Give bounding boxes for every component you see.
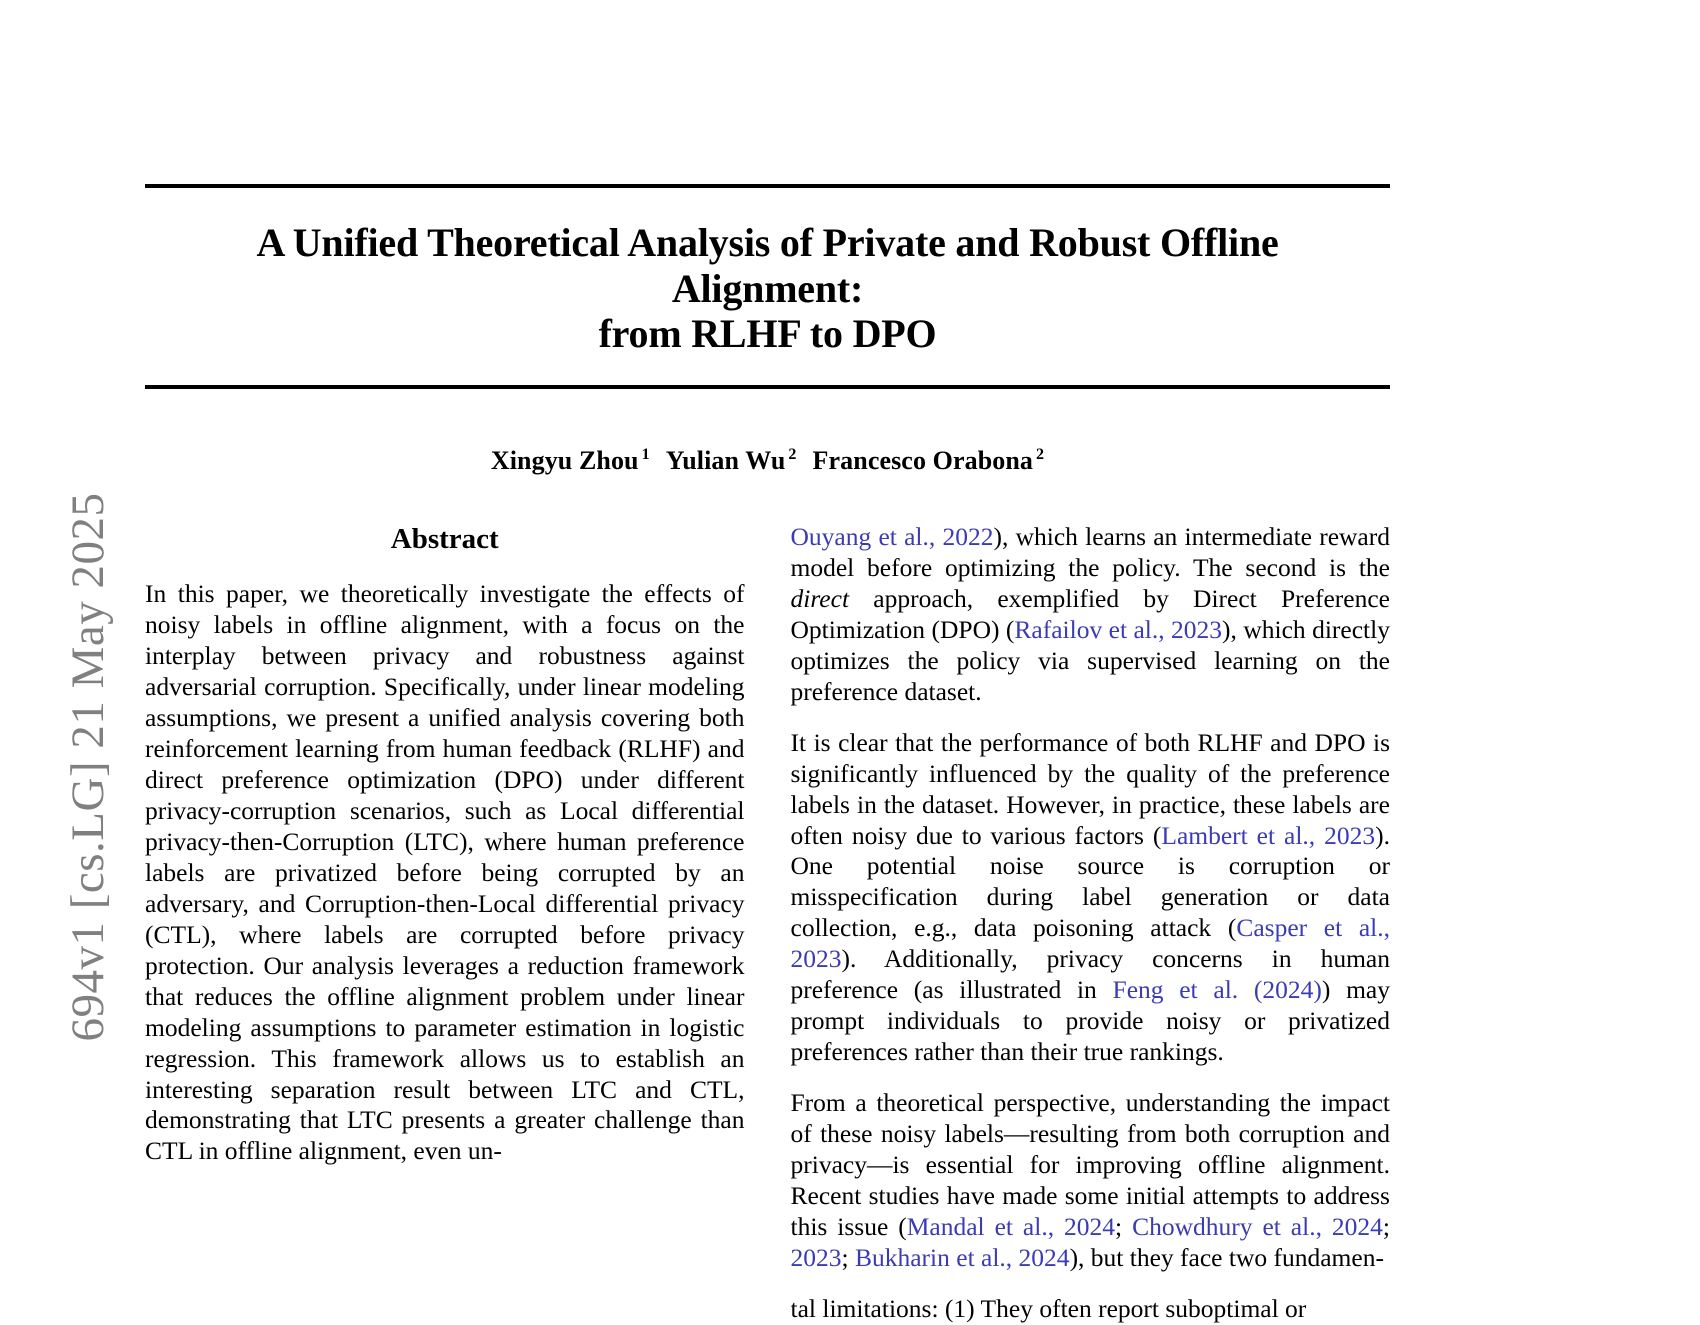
- body-columns: [145, 522, 1390, 1325]
- right-p3-sep-1: ;: [1115, 1212, 1133, 1242]
- title-line-1: A Unified Theoretical Analysis of Private and Robust Offline Alignment:: [256, 220, 1279, 311]
- abstract-heading: Abstract: [390, 522, 499, 555]
- citation-bukharin-2024[interactable]: Bukharin et al., 2024: [854, 1243, 1070, 1273]
- right-paragraph-4-clipped: tal limitations: (1) They often report suboptimal or: [790, 1294, 1307, 1324]
- author-3: [813, 446, 1045, 475]
- right-p1-italic-direct: direct: [790, 583, 850, 613]
- right-paragraph-1: [791, 522, 1391, 708]
- author-3-affiliation: 2: [1036, 446, 1045, 464]
- right-p2-text-4: ) may prompt individuals to provide noisy or privatized preferences rather than their true rankings.: [790, 975, 1390, 1067]
- right-p2-text-1: It is clear that the performance of both RLHF and DPO is significantly influenced by the quality of the preference labels in the dataset. However, in practice, these labels are often noisy due to various factors (: [790, 727, 1390, 850]
- right-p2-text-2: ). One potential noise source is corruption or misspecification during label generation or data collection, e.g., data poisoning attack (: [790, 820, 1390, 943]
- right-paragraph-2: [791, 728, 1391, 1069]
- author-list: [145, 446, 1390, 476]
- column-left: [145, 522, 745, 1325]
- right-p1-text-3: ), which directly optimizes the policy via supervised learning on the preference dataset.: [790, 614, 1390, 706]
- right-p1-text-1: ), which learns an intermediate reward model before optimizing the policy. The second is the: [790, 521, 1390, 582]
- citation-ouyang-2022[interactable]: Ouyang et al., 2022: [790, 521, 994, 551]
- abstract-body: In this paper, we theoretically investigate the effects of noisy labels in offline alignment, with a focus on the interplay between privacy and robustness against adversarial corruption. Specifically, under linear modeling assumptions, we present a unified analysis covering both reinforcement learning from human feedback (RLHF) and direct preference optimization (DPO) under different privacy-corruption scenarios, such as Local differential privacy-then-Corruption (LTC), where human preference labels are privatized before being corrupted by an adversary, and Corruption-then-Local differential privacy (CTL), where labels are corrupted before privacy protection. Our analysis leverages a reduction framework that reduces the offline alignment problem under linear modeling assumptions to parameter estimation in logistic regression. This framework allows us to establish an interesting separation result between LTC and CTL, demonstrating that LTC presents a greater challenge than CTL in offline alignment, even un-: [145, 579, 745, 1166]
- citation-chowdhury-2024[interactable]: Chowdhury et al., 2024: [1132, 1212, 1383, 1242]
- author-2-affiliation: 2: [788, 446, 797, 464]
- author-1: [491, 446, 650, 475]
- author-3-name: Francesco Orabona: [812, 445, 1034, 475]
- citation-chowdhury-2023[interactable]: 2023: [790, 1243, 842, 1273]
- right-p3-text-1: From a theoretical perspective, understanding the impact of these noisy labels—resulting from both corruption and privacy—is essential for improving offline alignment. Recent studies have made some initial attempts to address this issue (: [790, 1088, 1390, 1242]
- citation-feng-2024[interactable]: Feng et al. (2024): [1112, 975, 1322, 1005]
- title-rule-bottom: [145, 385, 1390, 389]
- right-paragraph-3: [791, 1088, 1391, 1274]
- paper-title: [145, 188, 1390, 385]
- citation-casper-2023[interactable]: Casper et al., 2023: [790, 913, 1390, 974]
- right-p3-text-2: ), but they face two fundamen-: [1069, 1243, 1384, 1273]
- title-line-2: from RLHF to DPO: [598, 311, 937, 357]
- author-1-affiliation: 1: [641, 446, 650, 464]
- right-p3-sep-3: ;: [841, 1243, 855, 1273]
- paper-page: [145, 0, 1390, 1324]
- right-p3-sep-2: ;: [1382, 1212, 1390, 1242]
- column-right: [791, 522, 1391, 1325]
- citation-lambert-2023[interactable]: Lambert et al., 2023: [1161, 820, 1376, 850]
- citation-mandal-2024[interactable]: Mandal et al., 2024: [906, 1212, 1116, 1242]
- citation-rafailov-2023[interactable]: Rafailov et al., 2023: [1014, 614, 1223, 644]
- right-p2-text-3: ). Additionally, privacy concerns in human preference (as illustrated in: [790, 944, 1390, 1005]
- author-1-name: Xingyu Zhou: [490, 445, 639, 475]
- author-2: [666, 446, 797, 475]
- arxiv-stamp: 694v1 [cs.LG] 21 May 2025: [62, 492, 114, 1042]
- right-p1-text-2: approach, exemplified by Direct Preference Optimization (DPO) (: [790, 583, 1390, 644]
- author-2-name: Yulian Wu: [665, 445, 786, 475]
